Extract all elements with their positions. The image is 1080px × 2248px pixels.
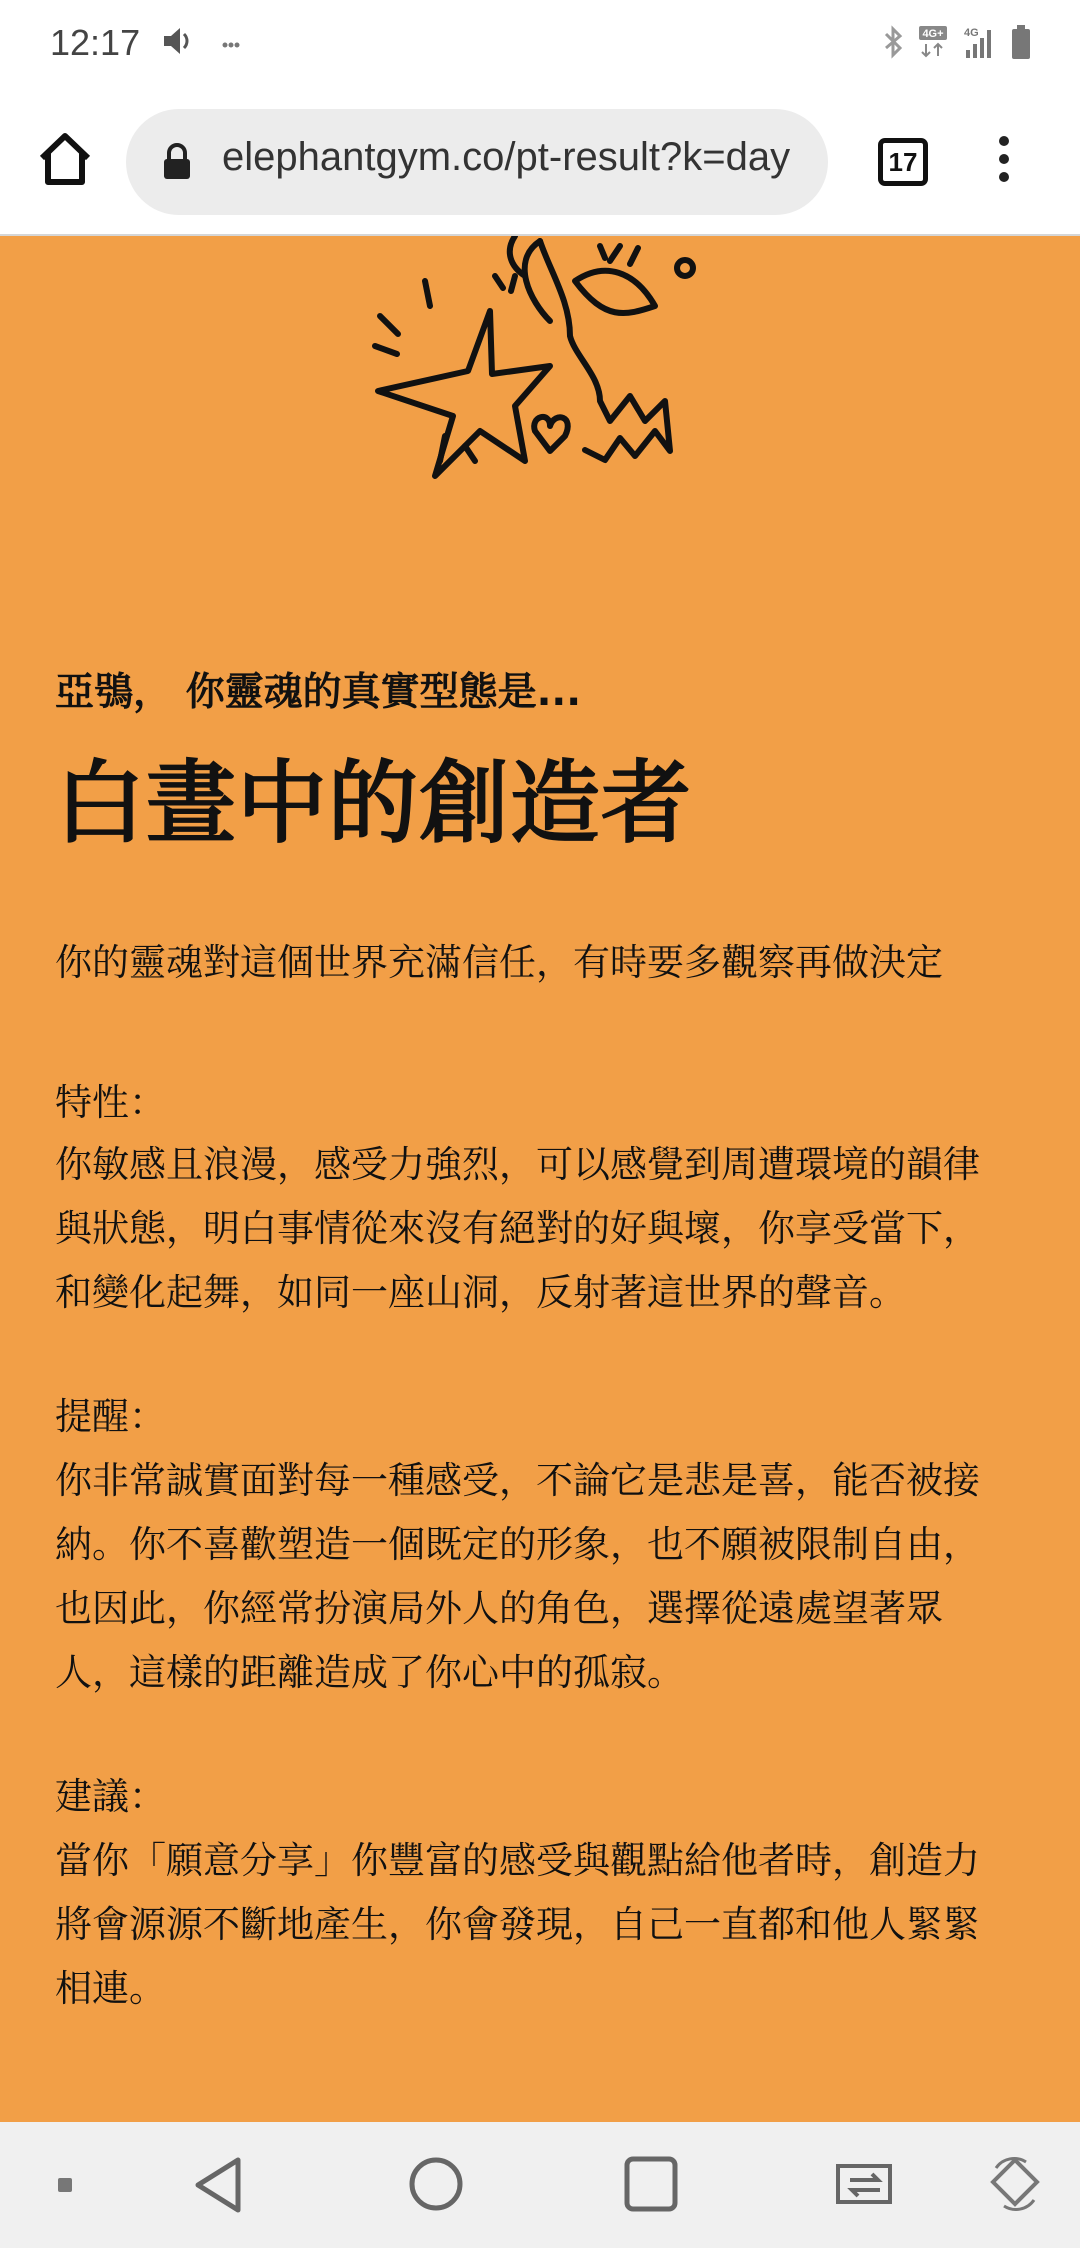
- svg-text:4G+: 4G+: [922, 28, 944, 40]
- result-content: [0, 236, 1080, 2122]
- reminder-line: 人，這樣的距離造成了你心中的孤寂。: [55, 1651, 684, 1694]
- advice-line: 將會源源不斷地產生，你會發現，自己一直都和他人緊緊: [55, 1903, 980, 1946]
- reminder-line: 你非常誠實面對每一種感受，不論它是悲是喜，能否被接: [55, 1459, 980, 1502]
- browser-toolbar: [0, 92, 1080, 236]
- advice-line: 相連。: [55, 1967, 166, 2010]
- recents-icon[interactable]: [624, 2156, 678, 2216]
- battery-icon: [1010, 24, 1032, 64]
- url-text[interactable]: elephantgym.co/pt-result?k=day: [222, 135, 791, 179]
- traits-label: 特性：: [55, 1081, 166, 1124]
- reminder-line: 納。你不喜歡塑造一個既定的形象，也不願被限制自由，: [55, 1523, 980, 1566]
- bluetooth-icon: [882, 24, 904, 64]
- advice-line: 當你「願意分享」你豐富的感受與觀點給他者時，創造力: [55, 1839, 980, 1882]
- result-title: 白晝中的創造者: [55, 751, 692, 856]
- lock-icon: [162, 143, 192, 185]
- reminder-line: 也因此，你經常扮演局外人的角色，選擇從遠處望著眾: [55, 1587, 943, 1630]
- address-bar[interactable]: [126, 109, 828, 215]
- intro-text: 你的靈魂對這個世界充滿信任，有時要多觀察再做決定: [55, 941, 943, 984]
- browser-menu-icon[interactable]: [990, 136, 1018, 188]
- star-hand-illustration: [345, 236, 725, 481]
- more-notifications-icon: [222, 34, 240, 53]
- 4g-plus-icon: [918, 24, 948, 64]
- switch-app-icon[interactable]: [832, 2156, 898, 2216]
- traits-line: 你敏感且浪漫，感受力強烈，可以感覺到周遭環境的韻律: [55, 1143, 980, 1186]
- system-navigation-bar: [0, 2122, 1080, 2248]
- traits-line: 和變化起舞，如同一座山洞，反射著這世界的聲音。: [55, 1271, 906, 1314]
- status-bar: [0, 0, 1080, 92]
- volume-icon: [162, 26, 194, 60]
- home-icon[interactable]: [34, 128, 96, 190]
- result-subtitle: 亞鴞， 你靈魂的真實型態是...: [55, 670, 582, 715]
- reminder-label: 提醒：: [55, 1395, 166, 1438]
- status-time: 12:17: [50, 22, 141, 63]
- small-square-icon: [56, 2176, 74, 2198]
- svg-text:4G: 4G: [964, 27, 979, 39]
- 4g-signal-icon: [962, 24, 996, 64]
- tab-switcher-button[interactable]: 17: [878, 138, 928, 186]
- home-circle-icon[interactable]: [408, 2156, 464, 2216]
- rotate-icon[interactable]: [988, 2156, 1042, 2216]
- advice-label: 建議：: [55, 1775, 166, 1818]
- traits-line: 與狀態，明白事情從來沒有絕對的好與壞，你享受當下，: [55, 1207, 980, 1250]
- back-icon[interactable]: [192, 2156, 244, 2218]
